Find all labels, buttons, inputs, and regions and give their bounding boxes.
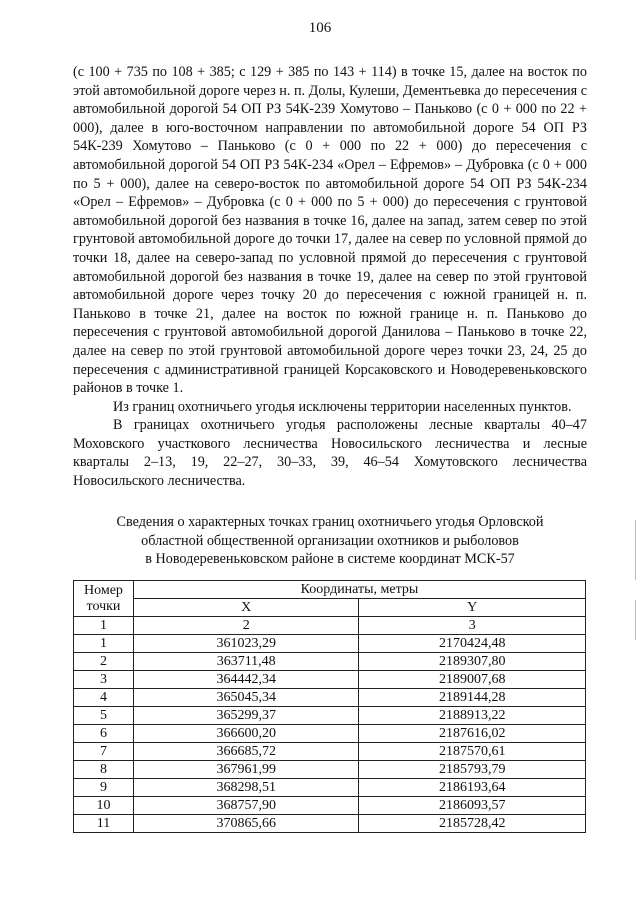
column-index: 1: [74, 617, 134, 635]
header-point-line: Номер: [84, 582, 123, 598]
coord-y: 2186193,64: [359, 779, 586, 797]
coord-y: 2187616,02: [359, 725, 586, 743]
column-index: 2: [133, 617, 359, 635]
header-point-line: точки: [86, 598, 121, 614]
point-number: 10: [74, 797, 134, 815]
point-number: 1: [74, 635, 134, 653]
coord-x: 364442,34: [133, 671, 359, 689]
coord-x: 370865,66: [133, 815, 359, 833]
paragraph: (с 100 + 735 по 108 + 385; с 129 + 385 по 143 + 114) в точке 15, далее на восток по этой автомобильной дороге через н. п. Долы, Кулеши, Дементьевка до пересечения с автомобильной дорогой 54 ОП РЗ 54К-239 Хомутово – Паньково (с 0 + 000 по 22 + 000), далее в юго-восточном направлении по автомобильной дороге 54 ОП РЗ 54К-239 Хомутово – Паньково (с 0 + 000 по 22 + 000) до пересечения с автомобильной дорогой 54 ОП РЗ 54К-234 «Орел – Ефремов» – Дубровка (с 0 + 000 по 5 + 000), далее на северо-восток по автомобильной дороге 54 ОП РЗ 54К-234 «Орел – Ефремов» – Дубровка (с 0 + 000 по 5 + 000) до пересечения с грунтовой автомобильной дорогой без названия в точке 16, далее на запад, затем север по этой грунтовой автомобильной дороге до точки 17, далее на север по условной прямой до точки 18, далее на северо-запад по условной прямой до пересечения с грунтовой автомобильной дорогой без названия в точке 19, далее на север по этой грунтовой автомобильной дороге через точку 20 до пересечения с южной границей н. п. Паньково в точке 21, далее на восток по южной границе н. п. Паньково до пересечения с грунтовой автомобильной дорогой Данилова – Паньково в точке 22, далее на север по этой грунтовой автомобильной дороге через точки 23, 24, 25 до пересечения с административной границей Корсаковского и Новодеревеньковского районов в точке 1.: [73, 64, 587, 397]
coord-x: 365299,37: [133, 707, 359, 725]
coordinates-table: [73, 580, 586, 833]
coord-x: 367961,99: [133, 761, 359, 779]
scan-edge-mark: [635, 520, 636, 580]
header-point-number: [74, 581, 134, 617]
point-number: 8: [74, 761, 134, 779]
table-row: [74, 797, 586, 815]
point-number: 5: [74, 707, 134, 725]
coord-y: 2188913,22: [359, 707, 586, 725]
table-row: [74, 779, 586, 797]
coord-x: 368757,90: [133, 797, 359, 815]
caption-line: в Новодеревеньковском районе в системе координат МСК-57: [145, 551, 515, 568]
coord-y: 2185793,79: [359, 761, 586, 779]
coord-y: 2187570,61: [359, 743, 586, 761]
table-caption: [73, 513, 587, 569]
coord-x: 368298,51: [133, 779, 359, 797]
coord-x: 366600,20: [133, 725, 359, 743]
paragraph: В границах охотничьего угодья расположены лесные кварталы 40–47 Моховского участкового лесничества Новосильского лесничества и лесные кварталы 2–13, 19, 22–27, 30–33, 39, 46–54 Хомутовского лесничества Новосильского лесничества.: [73, 417, 587, 490]
coord-x: 363711,48: [133, 653, 359, 671]
coord-y: 2189307,80: [359, 653, 586, 671]
point-number: 4: [74, 689, 134, 707]
coord-y: 2186093,57: [359, 797, 586, 815]
coord-x: 365045,34: [133, 689, 359, 707]
table-row: [74, 635, 586, 653]
table-row: [74, 707, 586, 725]
column-index-row: [74, 617, 586, 635]
table-row: [74, 761, 586, 779]
coord-y: 2189144,28: [359, 689, 586, 707]
caption-line: областной общественной организации охотников и рыболовов: [141, 532, 519, 549]
coord-x: 361023,29: [133, 635, 359, 653]
point-number: 3: [74, 671, 134, 689]
header-coordinates: Координаты, метры: [133, 581, 585, 599]
point-number: 7: [74, 743, 134, 761]
table-row: [74, 815, 586, 833]
point-number: 6: [74, 725, 134, 743]
point-number: 2: [74, 653, 134, 671]
table-row: [74, 743, 586, 761]
table-row: [74, 653, 586, 671]
table-row: [74, 671, 586, 689]
coord-y: 2185728,42: [359, 815, 586, 833]
coord-x: 366685,72: [133, 743, 359, 761]
body-text: [73, 63, 587, 491]
header-x: X: [133, 599, 359, 617]
header-y: Y: [359, 599, 586, 617]
caption-line: Сведения о характерных точках границ охотничьего угодья Орловской: [116, 514, 544, 530]
table-row: [74, 689, 586, 707]
table-row: [74, 725, 586, 743]
coord-y: 2189007,68: [359, 671, 586, 689]
point-number: 9: [74, 779, 134, 797]
page-number: 106: [308, 20, 332, 36]
coord-y: 2170424,48: [359, 635, 586, 653]
scan-edge-mark: [635, 600, 636, 640]
paragraph: Из границ охотничьего угодья исключены территории населенных пунктов.: [113, 398, 572, 415]
point-number: 11: [74, 815, 134, 833]
column-index: 3: [359, 617, 586, 635]
